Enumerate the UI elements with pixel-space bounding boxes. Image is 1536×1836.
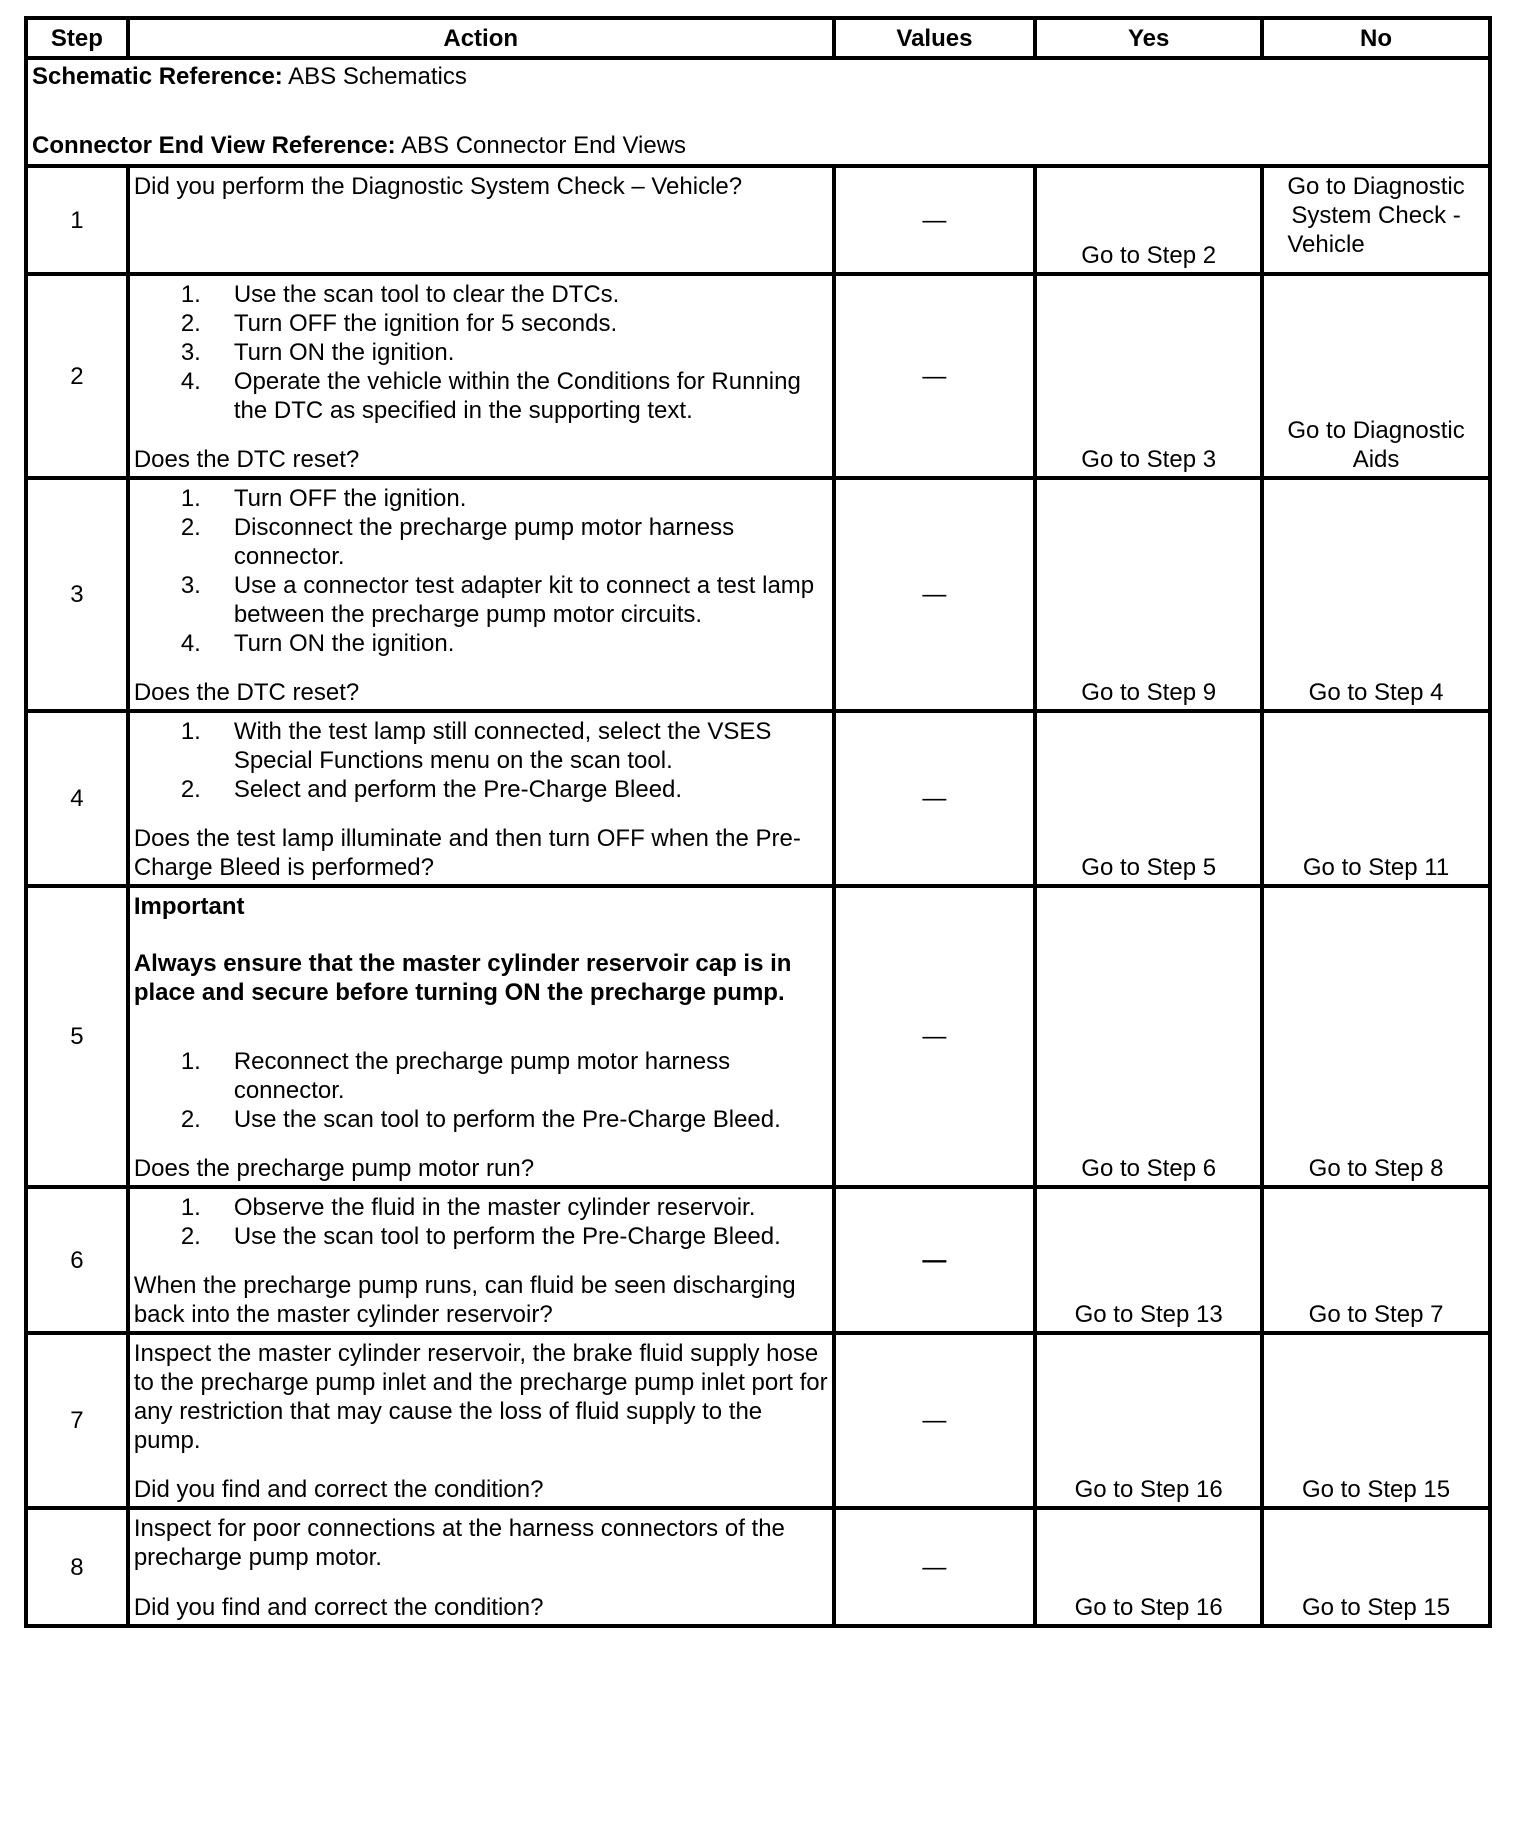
list-item: 2. Disconnect the precharge pump motor harness connector. [180, 514, 735, 570]
table-row-step-7 [26, 1333, 1490, 1508]
table-row-step-5 [26, 886, 1490, 1187]
yes-cell[interactable]: Go to Step 5 [1035, 711, 1262, 886]
no-line: Go to Diagnostic [1287, 173, 1465, 200]
yes-cell[interactable]: Go to Step 6 [1035, 886, 1262, 1187]
no-line: System Check - [1291, 202, 1461, 229]
list-item: 4. Operate the vehicle within the Conditions for Running the DTC as specified in the supporting text. [180, 368, 801, 424]
value-cell: — [834, 478, 1036, 711]
no-cell[interactable] [1262, 166, 1490, 274]
value-cell: — [834, 711, 1036, 886]
action-cell [128, 274, 834, 478]
value-cell: — [834, 1508, 1036, 1626]
action-list [134, 1193, 828, 1251]
step-number: 1 [26, 166, 128, 274]
no-line: Go to Diagnostic [1287, 417, 1465, 444]
yes-cell[interactable]: Go to Step 16 [1035, 1333, 1262, 1508]
action-list [134, 717, 828, 804]
value-cell: — [834, 1333, 1036, 1508]
list-item: 1. Reconnect the precharge pump motor harness connector. [180, 1048, 731, 1104]
table-row-step-1 [26, 166, 1490, 274]
action-cell [128, 886, 834, 1187]
action-question: Does the DTC reset? [133, 679, 360, 706]
list-item: 1. Turn OFF the ignition. [180, 485, 467, 512]
action-cell [128, 166, 834, 274]
action-list [134, 1047, 828, 1134]
action-cell [128, 1333, 834, 1508]
no-cell[interactable]: Go to Step 11 [1262, 711, 1490, 886]
action-question: When the precharge pump runs, can fluid be seen discharging back into the master cylinder reservoir? [133, 1272, 796, 1328]
list-item: 4. Turn ON the ignition. [180, 630, 455, 657]
step-number: 4 [26, 711, 128, 886]
action-cell [128, 478, 834, 711]
no-cell[interactable]: Go to Step 4 [1262, 478, 1490, 711]
diagnostic-table [24, 16, 1492, 1628]
schematic-reference-link[interactable]: ABS Schematics [282, 63, 467, 90]
yes-cell[interactable]: Go to Step 9 [1035, 478, 1262, 711]
yes-cell[interactable]: Go to Step 16 [1035, 1508, 1262, 1626]
action-cell [128, 1508, 834, 1626]
diagnostic-table-document [24, 16, 1492, 1628]
list-item: 2. Use the scan tool to perform the Pre-Charge Bleed. [180, 1106, 781, 1133]
value-cell: — [834, 886, 1036, 1187]
header-action: Action [128, 18, 834, 58]
table-row-step-3 [26, 478, 1490, 711]
action-text: Inspect for poor connections at the harness connectors of the precharge pump motor. [133, 1515, 785, 1571]
header-yes: Yes [1035, 18, 1262, 58]
reference-cell [26, 58, 1490, 166]
value-cell: — [834, 1187, 1036, 1333]
schematic-reference [32, 62, 1484, 91]
list-item: 2. Select and perform the Pre-Charge Bleed. [180, 776, 683, 803]
value-cell: — [834, 274, 1036, 478]
table-row-step-6 [26, 1187, 1490, 1333]
step-number: 6 [26, 1187, 128, 1333]
connector-reference-link[interactable]: ABS Connector End Views [395, 132, 687, 159]
step-number: 5 [26, 886, 128, 1187]
action-question: Did you perform the Diagnostic System Check – Vehicle? [133, 173, 743, 200]
no-cell[interactable]: Go to Step 8 [1262, 886, 1490, 1187]
action-cell [128, 1187, 834, 1333]
connector-reference [32, 131, 1484, 160]
action-question: Does the test lamp illuminate and then turn OFF when the Pre-Charge Bleed is performed? [133, 825, 801, 881]
header-values: Values [834, 18, 1036, 58]
header-no: No [1262, 18, 1490, 58]
schematic-reference-label: Schematic Reference: [32, 63, 283, 90]
list-item: 2. Turn OFF the ignition for 5 seconds. [180, 310, 618, 337]
important-title: Important [133, 893, 245, 920]
list-item: 1. Use the scan tool to clear the DTCs. [180, 281, 620, 308]
step-number: 8 [26, 1508, 128, 1626]
header-step: Step [26, 18, 128, 58]
table-row-step-8 [26, 1508, 1490, 1626]
action-question: Did you find and correct the condition? [133, 1594, 544, 1621]
yes-cell[interactable]: Go to Step 13 [1035, 1187, 1262, 1333]
no-line: Aids [1352, 446, 1400, 473]
list-item: 3. Turn ON the ignition. [180, 339, 455, 366]
value-cell: — [834, 166, 1036, 274]
action-question: Did you find and correct the condition? [133, 1476, 544, 1503]
reference-row [26, 58, 1490, 166]
list-item: 1. With the test lamp still connected, select the VSES Special Functions menu on the scan tool. [180, 718, 772, 774]
step-number: 3 [26, 478, 128, 711]
yes-cell[interactable]: Go to Step 2 [1035, 166, 1262, 274]
connector-reference-label: Connector End View Reference: [32, 132, 396, 159]
no-cell[interactable] [1262, 274, 1490, 478]
action-text: Inspect the master cylinder reservoir, the brake fluid supply hose to the precharge pump inlet and the precharge pump inlet port for any restriction that may cause the loss of fluid supply to the pump. [133, 1340, 828, 1454]
action-list [134, 484, 828, 658]
no-cell[interactable]: Go to Step 15 [1262, 1508, 1490, 1626]
table-row-step-2 [26, 274, 1490, 478]
no-cell[interactable]: Go to Step 7 [1262, 1187, 1490, 1333]
step-number: 2 [26, 274, 128, 478]
no-line: Vehicle [1287, 231, 1365, 258]
action-list [134, 280, 828, 425]
list-item: 1. Observe the fluid in the master cylinder reservoir. [180, 1194, 756, 1221]
step-number: 7 [26, 1333, 128, 1508]
header-row [26, 18, 1490, 58]
important-text: Always ensure that the master cylinder reservoir cap is in place and secure before turning ON the precharge pump. [133, 950, 792, 1006]
list-item: 3. Use a connector test adapter kit to connect a test lamp between the precharge pump motor circuits. [180, 572, 815, 628]
list-item: 2. Use the scan tool to perform the Pre-Charge Bleed. [180, 1223, 781, 1250]
action-question: Does the DTC reset? [133, 446, 360, 473]
action-cell [128, 711, 834, 886]
yes-cell[interactable]: Go to Step 3 [1035, 274, 1262, 478]
no-cell[interactable]: Go to Step 15 [1262, 1333, 1490, 1508]
table-row-step-4 [26, 711, 1490, 886]
action-question: Does the precharge pump motor run? [133, 1155, 535, 1182]
